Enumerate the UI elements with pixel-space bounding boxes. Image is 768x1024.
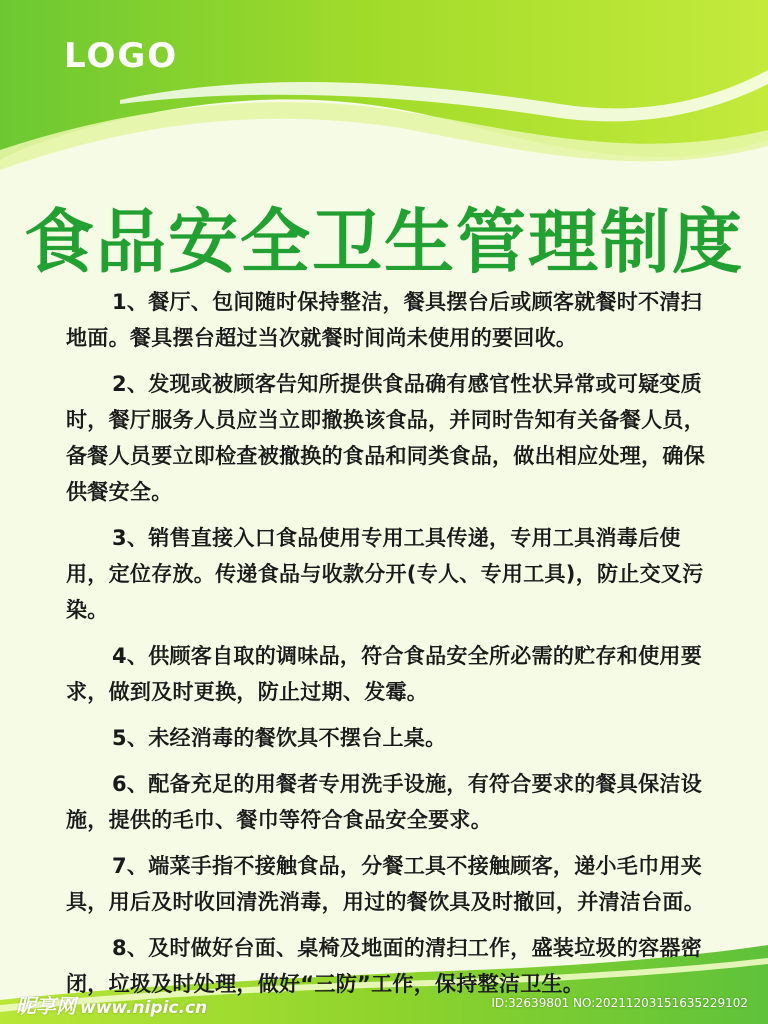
rule-item-6: 6、配备充足的用餐者专用洗手设施，有符合要求的餐具保洁设施，提供的毛巾、餐巾等符合食品安全要求。 [66, 772, 703, 832]
watermark-id: ID:32639801 NO:20211203151635229102 [491, 996, 748, 1010]
rule-item-4: 4、供顾客自取的调味品，符合食品安全所必需的贮存和使用要求，做到及时更换，防止过期、发霉。 [66, 644, 703, 704]
rule-item-1: 1、餐厅、包间随时保持整洁，餐具摆台后或顾客就餐时不清扫地面。餐具摆台超过当次就餐时间尚未使用的要回收。 [66, 290, 703, 350]
rule-item-3: 3、销售直接入口食品使用专用工具传递，专用工具消毒后使用，定位存放。传递食品与收款分开(专人、专用工具)，防止交叉污染。 [66, 526, 704, 622]
logo-text: LOGO [64, 36, 179, 76]
rule-item-8: 8、及时做好台面、桌椅及地面的清扫工作，盛装垃圾的容器密闭，垃圾及时处理，做好“三防”工作，保持整洁卫生。 [66, 936, 703, 996]
rules-list [66, 284, 706, 1012]
rule-item-2: 2、发现或被顾客告知所提供食品确有感官性状异常或可疑变质时，餐厅服务人员应当立即撤换该食品，并同时告知有关备餐人员，备餐人员要立即检查被撤换的食品和同类食品，做出相应处理，确保供餐安全。 [66, 372, 705, 504]
watermark-brand-name: 昵享网 [16, 994, 76, 1018]
rule-item-7: 7、端菜手指不接触食品，分餐工具不接触顾客，递小毛巾用夹具，用后及时收回清洗消毒，用过的餐饮具及时撤回，并清洁台面。 [66, 854, 705, 914]
page-title: 食品安全卫生管理制度 [24, 201, 744, 283]
watermark-url: www.nipic.cn [80, 998, 208, 1018]
watermark-brand [16, 990, 207, 1019]
rule-item-5: 5、未经消毒的餐饮具不摆台上桌。 [112, 726, 447, 750]
